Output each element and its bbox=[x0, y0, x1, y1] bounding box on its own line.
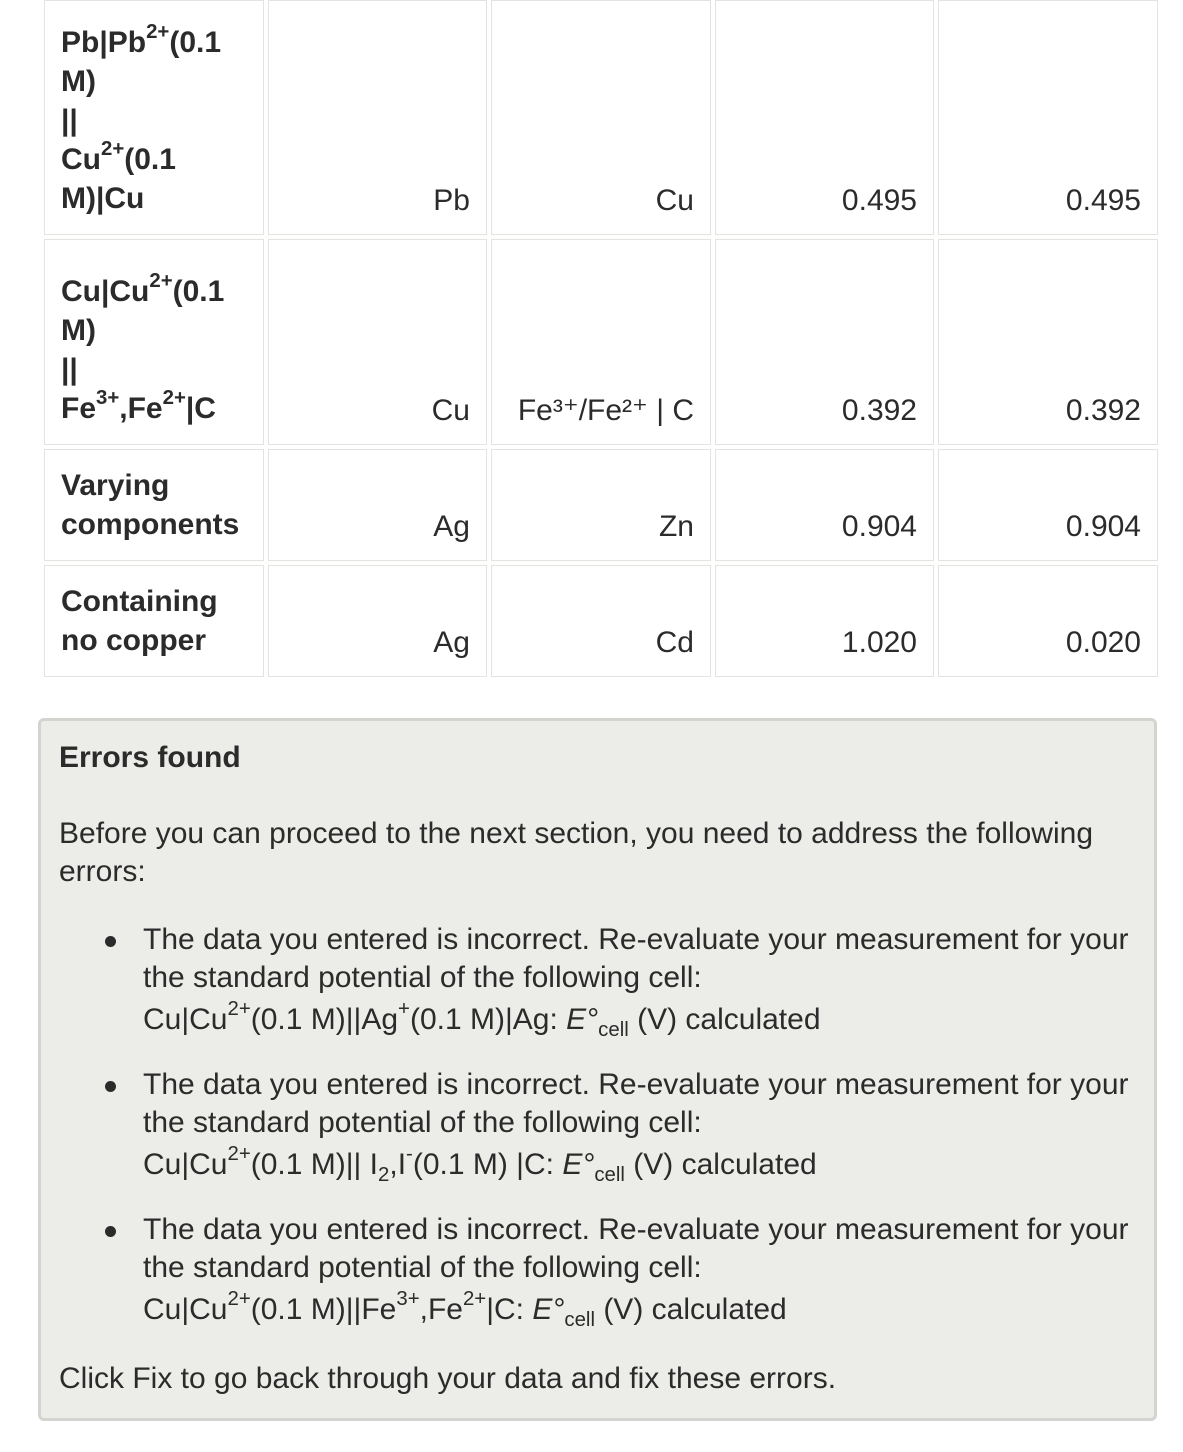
error-item bbox=[143, 1066, 1136, 1190]
errors-title: Errors found bbox=[59, 741, 241, 774]
results-table bbox=[40, 0, 1162, 681]
measured-value: 0.904 bbox=[938, 449, 1158, 561]
anode-value: Pb bbox=[268, 0, 487, 235]
anode-value: Ag bbox=[268, 449, 487, 561]
error-item bbox=[143, 1211, 1136, 1335]
table-row bbox=[44, 239, 1158, 445]
cathode-value: Fe³⁺/Fe²⁺ | C bbox=[491, 239, 711, 445]
measured-value: 0.392 bbox=[938, 239, 1158, 445]
table-row bbox=[44, 565, 1158, 677]
cell-label: $Cu|Cu^{2+}(0.1$ M) || $Fe^{3+},Fe^{2+}|C$ bbox=[44, 239, 264, 445]
errors-intro: Before you can proceed to the next section, you need to address the following errors: bbox=[59, 817, 1094, 888]
cathode-value: Cd bbox=[491, 565, 711, 677]
anode-value: Cu bbox=[268, 239, 487, 445]
error-cell: $Cu|Cu^{2+}(0.1$ $M)||Fe^{3+},Fe^{2+}|C$: $E^\circ_{cell}$ (V) calculated bbox=[143, 1287, 787, 1331]
errors-outro: Click Fix to go back through your data and fix these errors. bbox=[59, 1362, 837, 1395]
table-row bbox=[44, 449, 1158, 561]
calculated-value: 0.904 bbox=[715, 449, 934, 561]
row-label: Varying components bbox=[44, 449, 264, 561]
table-row bbox=[44, 0, 1158, 235]
error-cell: $Cu|Cu^{2+}(0.1$ M)||Ag+(0.1 M)|Ag: $E^\circ_{cell}$ (V) calculated bbox=[143, 997, 821, 1041]
cell-label: $Pb|Pb^{2+}(0.1$ M) || $Cu^{2+}(0.1$ M)|Cu bbox=[44, 0, 264, 235]
anode-value: Ag bbox=[268, 565, 487, 677]
error-message: The data you entered is incorrect. Re-evaluate your measurement for your the standard potential of the following cell: bbox=[143, 1213, 1129, 1284]
calculated-value: 0.495 bbox=[715, 0, 934, 235]
error-message: The data you entered is incorrect. Re-evaluate your measurement for your the standard potential of the following cell: bbox=[143, 1068, 1129, 1139]
error-item bbox=[143, 921, 1136, 1045]
measured-value: 0.020 bbox=[938, 565, 1158, 677]
errors-panel bbox=[38, 718, 1157, 1421]
error-cell: $Cu|Cu^{2+}(0.1$ M)|| $I_2,I^-(0.1$ M) |C: $E^\circ_{cell}$ (V) calculated bbox=[143, 1142, 817, 1186]
calculated-value: 1.020 bbox=[715, 565, 934, 677]
calculated-value: 0.392 bbox=[715, 239, 934, 445]
cathode-value: Cu bbox=[491, 0, 711, 235]
row-label: Containing no copper bbox=[44, 565, 264, 677]
error-message: The data you entered is incorrect. Re-evaluate your measurement for your the standard potential of the following cell: bbox=[143, 923, 1129, 994]
measured-value: 0.495 bbox=[938, 0, 1158, 235]
cathode-value: Zn bbox=[491, 449, 711, 561]
errors-list bbox=[59, 921, 1136, 1335]
